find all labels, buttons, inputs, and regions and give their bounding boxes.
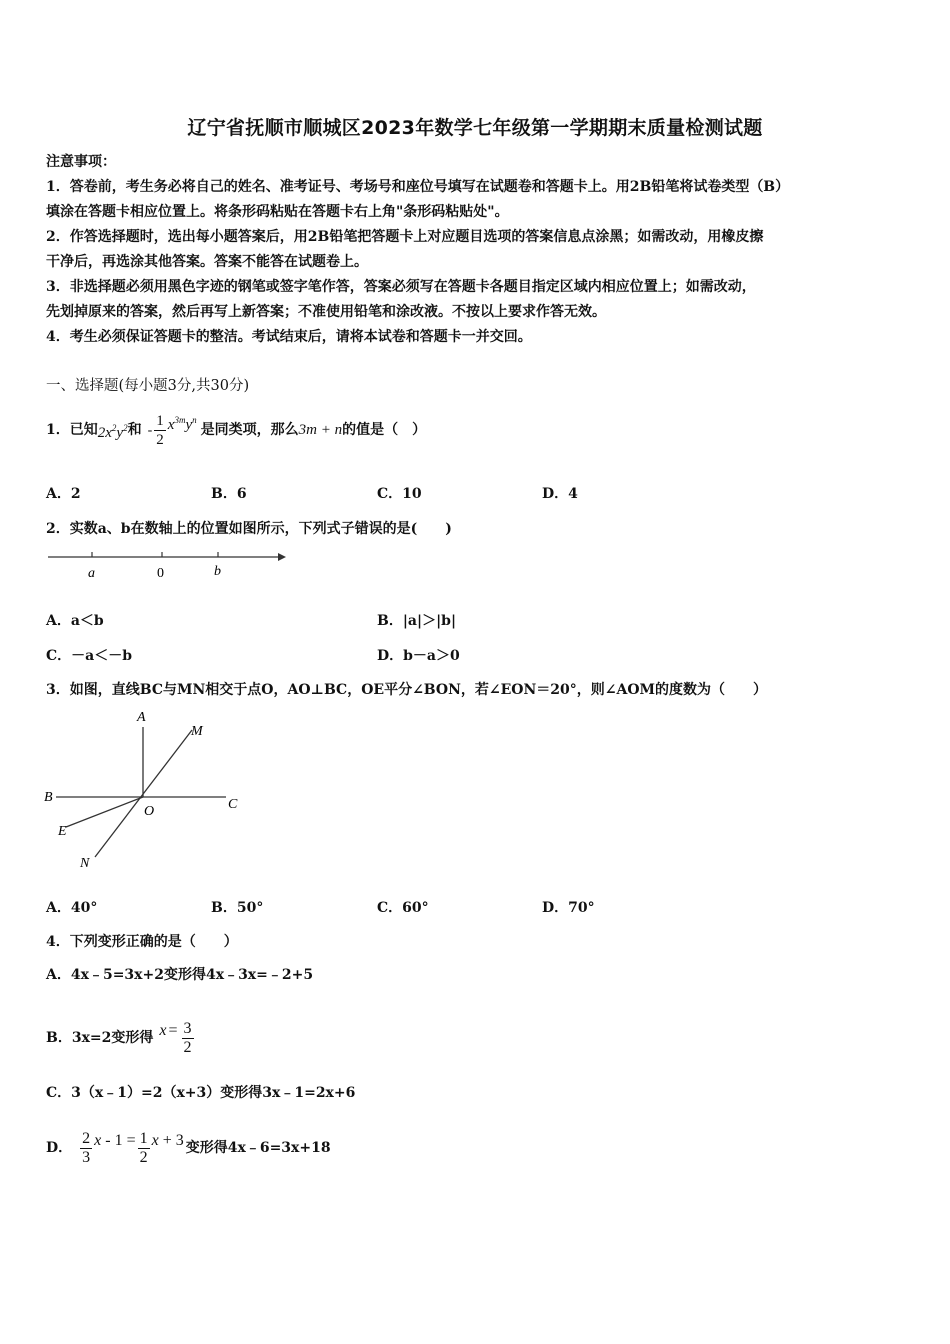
notes-heading: 注意事项： [46,154,116,170]
q1-option-d[interactable]: D．4 [542,486,578,502]
q3-option-a[interactable]: A．40° [46,900,98,916]
q2-option-a[interactable]: A．a＜b [46,613,104,629]
q2-option-c[interactable]: C．－a＜－b [46,648,133,664]
q4-option-a[interactable]: A．4x﹣5=3x+2变形得4x﹣3x=﹣2+5 [46,967,314,983]
q3-option-d[interactable]: D．70° [542,900,595,916]
q4-d-suffix: 变形得4x﹣6=3x+18 [185,1140,331,1156]
notes [46,150,906,350]
q4-d-frac1: $\frac{2}{3}$ [82,1130,91,1166]
q4-b-prefix: B．3x=2变形得 [46,1030,154,1046]
angle-figure [40,705,250,875]
q1-option-a[interactable]: A．2 [46,486,81,502]
q4-d-rhs: x + 3 [151,1132,184,1149]
question-1 [46,412,426,449]
q3-option-c[interactable]: C．60° [377,900,429,916]
q4-option-c[interactable]: C．3（x﹣1）=2（x+3）变形得3x﹣1=2x+6 [46,1085,356,1101]
q1-expr: 3m + n [298,422,343,438]
notes-line: 2．作答选择题时，选出每小题答案后，用2B铅笔把答题卡上对应题目选项的答案信息点涂黑；如需改动，用橡皮擦 [46,229,764,245]
q4-d-prefix: D． [46,1140,73,1156]
notes-line: 1．答卷前，考生务必将自己的姓名、准考证号、考场号和座位号填写在试题卷和答题卡上。用2B铅笔将试卷类型（B） [46,179,790,195]
page-title: 辽宁省抚顺市顺城区2023年数学七年级第一学期期末质量检测试题 [187,117,763,139]
q1-and: 和 [127,422,142,438]
q4-option-d[interactable] [46,1130,331,1167]
point-o: O [144,804,155,819]
q4-option-b[interactable] [46,1020,196,1057]
point-n: N [80,856,90,871]
q1-half: $\frac{1}{2}$ [156,413,164,448]
point-e: E [58,824,67,839]
q1-suffix: 的值是（ ） [342,422,427,438]
notes-line: 3．非选择题必须用黑色字迹的钢笔或签字笔作答，答案必须写在答题卡各题目指定区域内相应位置上；如需改动， [46,279,756,295]
label-0: 0 [157,566,164,581]
arrow-head-icon [278,553,286,561]
number-line-figure [40,545,290,585]
q2-stem: 2．实数a、b在数轴上的位置如图所示，下列式子错误的是( ) [46,521,452,537]
q1-minus: - [147,423,153,438]
section-heading: 一、选择题(每小题3分,共30分) [46,378,250,394]
q1-term2: $x^{3m}y^n$ [167,414,197,433]
point-c: C [228,797,238,812]
q1-term1: $2x^2y^2$ [97,422,128,441]
q2-option-b[interactable]: B．|a|＞|b| [377,613,457,629]
q4-b-eq: = [168,1022,178,1039]
q4-d-lhs: x - 1 = [94,1132,136,1149]
label-b: b [214,564,221,579]
q4-stem: 4．下列变形正确的是（ ） [46,934,238,950]
q1-mid: 是同类项，那么 [200,422,299,438]
notes-line: 填涂在答题卡相应位置上。将条形码粘贴在答题卡右上角"条形码粘贴处"。 [46,204,509,220]
notes-line: 先划掉原来的答案，然后再写上新答案；不准使用铅笔和涂改液。不按以上要求作答无效。 [46,304,606,320]
q1-prefix: 1．已知 [46,422,98,438]
q3-option-b[interactable]: B．50° [211,900,264,916]
label-a: a [88,566,95,581]
point-a: A [137,710,146,725]
notes-line: 干净后，再选涂其他答案。答案不能答在试题卷上。 [46,254,368,270]
point-b: B [44,790,53,805]
q1-option-b[interactable]: B．6 [211,486,247,502]
point-m: M [191,724,203,739]
q4-b-x: x [159,1022,167,1039]
q3-stem: 3．如图，直线BC与MN相交于点O，AO⊥BC，OE平分∠BON，若∠EON＝20°，则∠AOM的度数为（ ） [46,682,768,698]
q4-d-frac2: $\frac{1}{2}$ [139,1130,148,1166]
notes-line: 4．考生必须保证答题卡的整洁。考试结束后，请将本试卷和答题卡一并交回。 [46,329,532,345]
q2-option-d[interactable]: D．b－a＞0 [377,648,460,664]
q4-b-frac: $\frac{3}{2}$ [183,1020,192,1056]
ray-oe [66,797,143,827]
q1-option-c[interactable]: C．10 [377,486,422,502]
